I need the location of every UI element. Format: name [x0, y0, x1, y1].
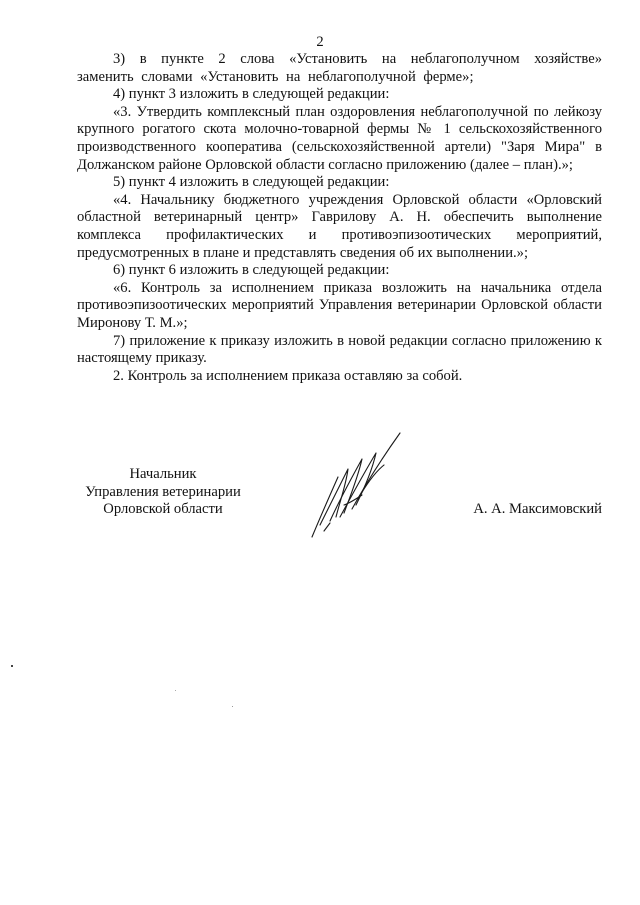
page-number: 2: [316, 34, 324, 50]
handwritten-signature: [300, 425, 420, 545]
scan-speck: [175, 690, 176, 691]
paragraph-item-5-header: 5) пункт 4 изложить в следующей редакции:: [113, 174, 390, 191]
signatory-position: [73, 466, 253, 519]
paragraph-item-7: 7) приложение к приказу изложить в новой редакции согласно приложению к настоящему приказу.: [77, 332, 602, 367]
paragraph-item-4-header: 4) пункт 3 изложить в следующей редакции:: [113, 86, 390, 103]
paragraph-point-6-text: «6. Контроль за исполнением приказа возложить на начальника отдела противоэпизоотических мероприятий Управления ветеринарии Орловской области Миронову Т. М.»;: [77, 279, 602, 331]
paragraph-item-6-header: 6) пункт 6 изложить в следующей редакции:: [113, 262, 390, 279]
signatory-position-line: Начальник: [129, 466, 197, 482]
paragraph-point-3-text: «3. Утвердить комплексный план оздоровления неблагополучной по лейкозу крупного рогатого скота молочно-товарной фермы № 1 сельскохозяйственного производственного кооператива (сельскохозяйственной артели) "Заря Мира" в Должанском районе Орловской области согласно приложению (далее – план).»;: [77, 103, 602, 173]
scan-speck: [232, 706, 233, 707]
paragraph-control-clause: 2. Контроль за исполнением приказа оставляю за собой.: [113, 367, 463, 384]
scan-speck: [11, 665, 13, 667]
paragraph-item-3: 3) в пункте 2 слова «Установить на неблагополучном хозяйстве» заменить словами «Установить на неблагополучной ферме»;: [77, 51, 602, 85]
paragraph-point-4-text: «4. Начальнику бюджетного учреждения Орловской области «Орловский областной ветеринарный центр» Гаврилову А. Н. обеспечить выполнение комплекса профилактических и противоэпизоотических мероприятий, предусмотренных в плане и представлять сведения об их выполнении.»;: [77, 191, 602, 261]
signatory-position-line: Управления ветеринарии: [85, 483, 241, 500]
document-body: [77, 51, 602, 385]
signatory-name: А. А. Максимовский: [473, 501, 602, 517]
signatory-position-line: Орловской области: [103, 501, 223, 518]
